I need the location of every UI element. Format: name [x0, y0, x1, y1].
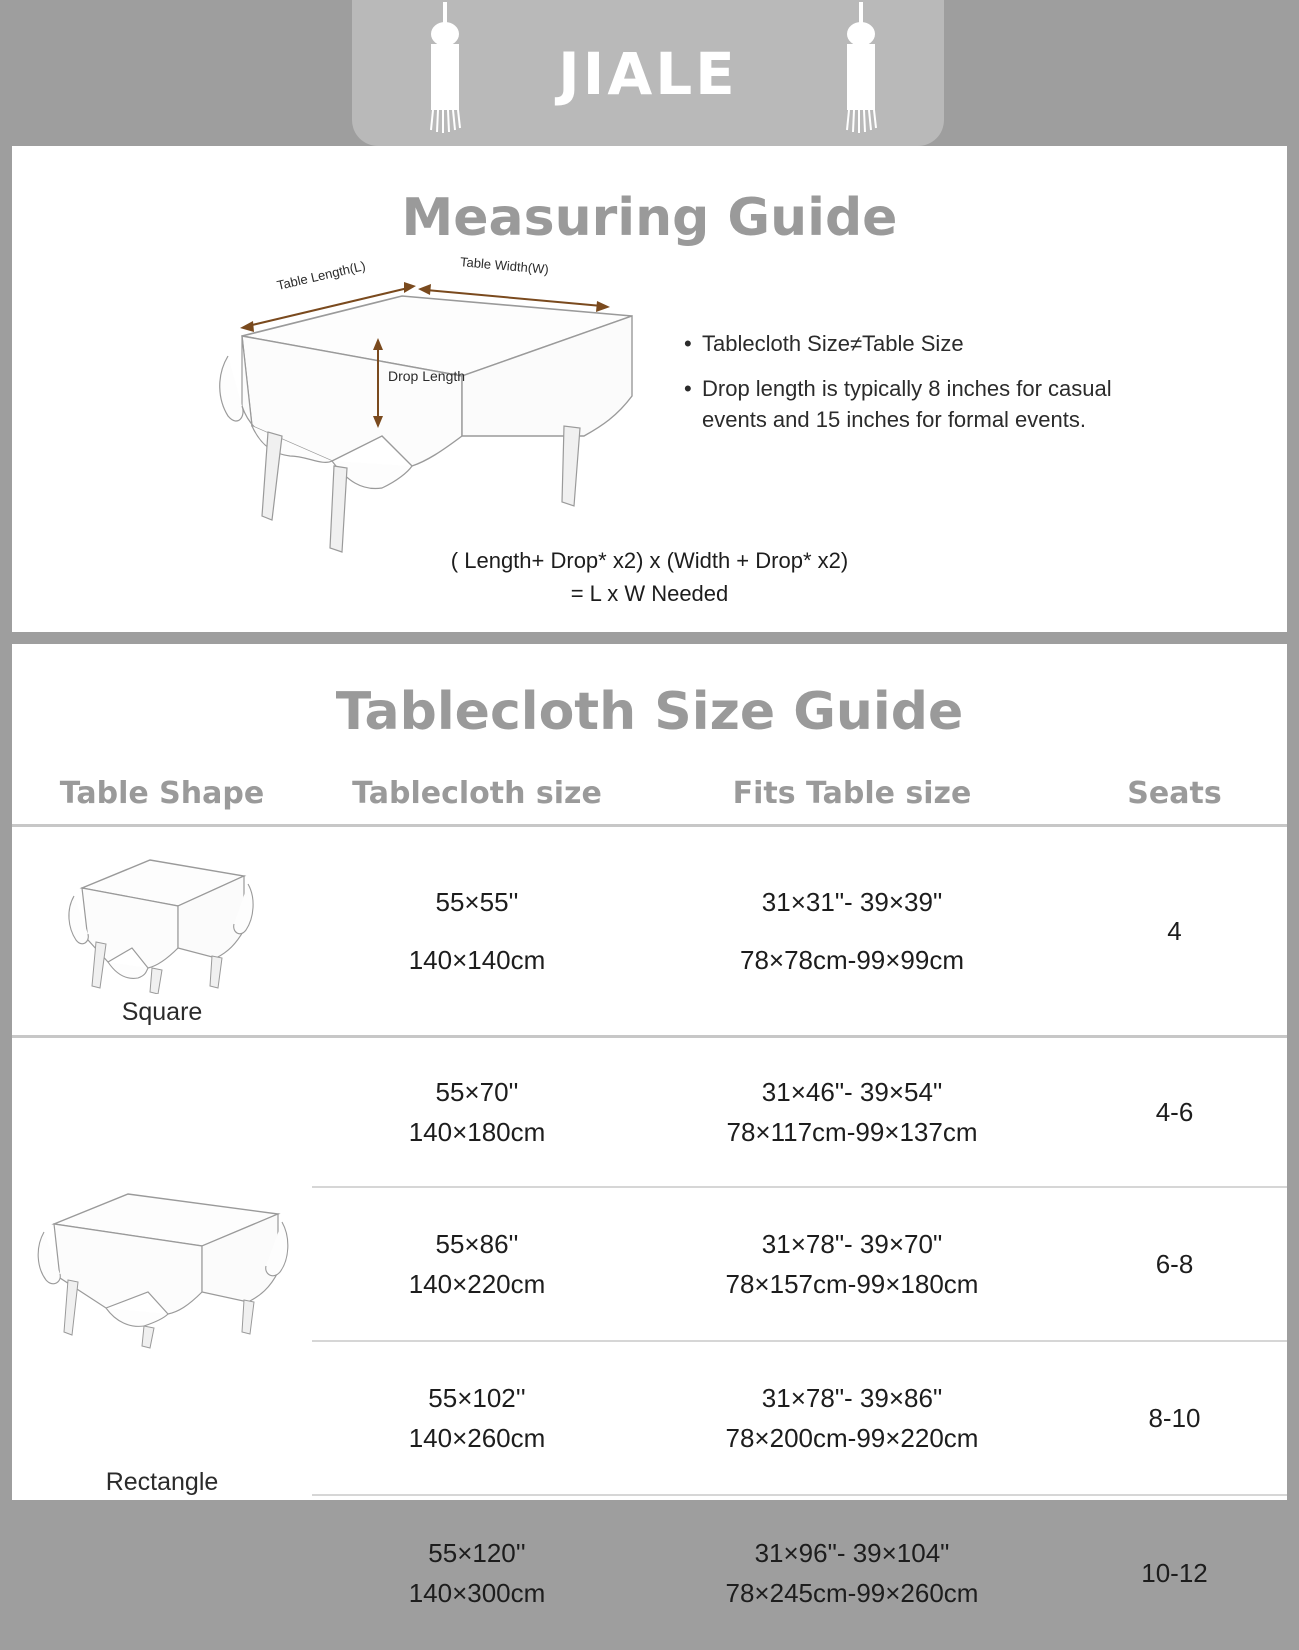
cloth-size-cm: 140×220cm [408, 1269, 546, 1299]
bullet-item-2 [684, 373, 1124, 435]
bullet-item-1 [684, 328, 1124, 359]
fits-size-cm: 78×245cm-99×260cm [725, 1578, 979, 1608]
header-seats: Seats [1127, 775, 1222, 811]
measuring-bullets [684, 328, 1124, 450]
cloth-size-in: 55×86'' [435, 1228, 519, 1259]
label-drop-length: Drop Length [388, 368, 466, 384]
cell-seats: 8-10 [1148, 1402, 1201, 1433]
table-row [312, 1188, 1287, 1342]
cell-cloth-size [312, 1533, 642, 1614]
shape-cell-rectangle [12, 1038, 312, 1646]
shape-cell-square [12, 827, 312, 1035]
cell-seats: 4 [1167, 915, 1182, 946]
measuring-guide-panel [12, 146, 1287, 632]
shape-label-rectangle: Rectangle [105, 1467, 219, 1496]
cell-seats: 10-12 [1141, 1557, 1208, 1588]
formula-line-1: ( Length+ Drop* x2) x (Width + Drop* x2) [450, 548, 849, 573]
table-row [312, 1038, 1287, 1188]
fits-size-in: 31×96"- 39×104" [754, 1537, 950, 1568]
cell-fits-size [642, 882, 1062, 981]
fits-size-cm: 78×117cm-99×137cm [726, 1117, 978, 1147]
cloth-size-cm: 140×140cm [408, 945, 546, 975]
rows-square [312, 827, 1287, 1035]
table-row [312, 1496, 1287, 1650]
cell-seats: 6-8 [1155, 1248, 1194, 1279]
cell-fits-size [642, 1378, 1062, 1459]
bullet-text-2: Drop length is typically 8 inches for casual events and 15 inches for formal events. [702, 376, 1112, 433]
cell-seats: 4-6 [1155, 1096, 1194, 1127]
bullet-text-1: Tablecloth Size≠Table Size [702, 331, 964, 356]
size-guide-table [12, 762, 1287, 1650]
table-row [312, 827, 1287, 1035]
brand-name: JIALE [558, 40, 738, 108]
table-diagram-svg [212, 276, 682, 576]
table-diagram [212, 254, 682, 576]
table-row [312, 1342, 1287, 1496]
fits-size-cm: 78×200cm-99×220cm [725, 1423, 979, 1453]
square-table-icon [62, 844, 262, 994]
table-group-rectangle [12, 1038, 1287, 1650]
cloth-size-cm: 140×260cm [408, 1423, 546, 1453]
cell-cloth-size [312, 1378, 642, 1459]
cloth-size-in: 55×70'' [435, 1076, 519, 1107]
table-header-row [12, 762, 1287, 827]
fits-size-cm: 78×78cm-99×99cm [739, 945, 965, 975]
cloth-size-cm: 140×180cm [408, 1117, 546, 1147]
fits-size-in: 31×31"- 39×39" [761, 886, 943, 917]
cell-cloth-size [312, 1224, 642, 1305]
header-tablecloth-size: Tablecloth size [352, 775, 602, 811]
brand-header [352, 0, 944, 146]
cell-cloth-size [312, 1072, 642, 1153]
label-table-length: Table Length(L) [275, 258, 367, 293]
formula-line-2: = L x W Needed [570, 581, 729, 606]
header-fits-table-size: Fits Table size [732, 775, 972, 811]
cloth-size-in: 55×120'' [428, 1537, 526, 1568]
bullet-dot-icon: • [684, 376, 692, 402]
cell-cloth-size [312, 882, 642, 981]
fits-size-cm: 78×157cm-99×180cm [725, 1269, 979, 1299]
cloth-size-in: 55×102'' [428, 1382, 526, 1413]
cloth-size-in: 55×55'' [435, 886, 519, 917]
fits-size-in: 31×46"- 39×54" [761, 1076, 943, 1107]
size-guide-panel [12, 644, 1287, 1608]
cloth-size-cm: 140×300cm [408, 1578, 546, 1608]
cell-fits-size [642, 1072, 1062, 1153]
size-guide-title: Tablecloth Size Guide [335, 682, 964, 742]
rectangle-table-icon [32, 1180, 292, 1350]
fits-size-in: 31×78"- 39×86" [761, 1382, 943, 1413]
table-group-square [12, 827, 1287, 1038]
bullet-dot-icon: • [684, 331, 692, 356]
rows-rectangle [312, 1038, 1287, 1650]
shape-label-square: Square [121, 998, 203, 1026]
cell-fits-size [642, 1533, 1062, 1614]
fits-size-in: 31×78"- 39×70" [761, 1228, 943, 1259]
cell-fits-size [642, 1224, 1062, 1305]
label-table-width: Table Width(W) [459, 254, 550, 277]
formula-block [12, 544, 1287, 610]
measuring-guide-title: Measuring Guide [401, 188, 898, 248]
header-table-shape: Table Shape [59, 775, 265, 811]
